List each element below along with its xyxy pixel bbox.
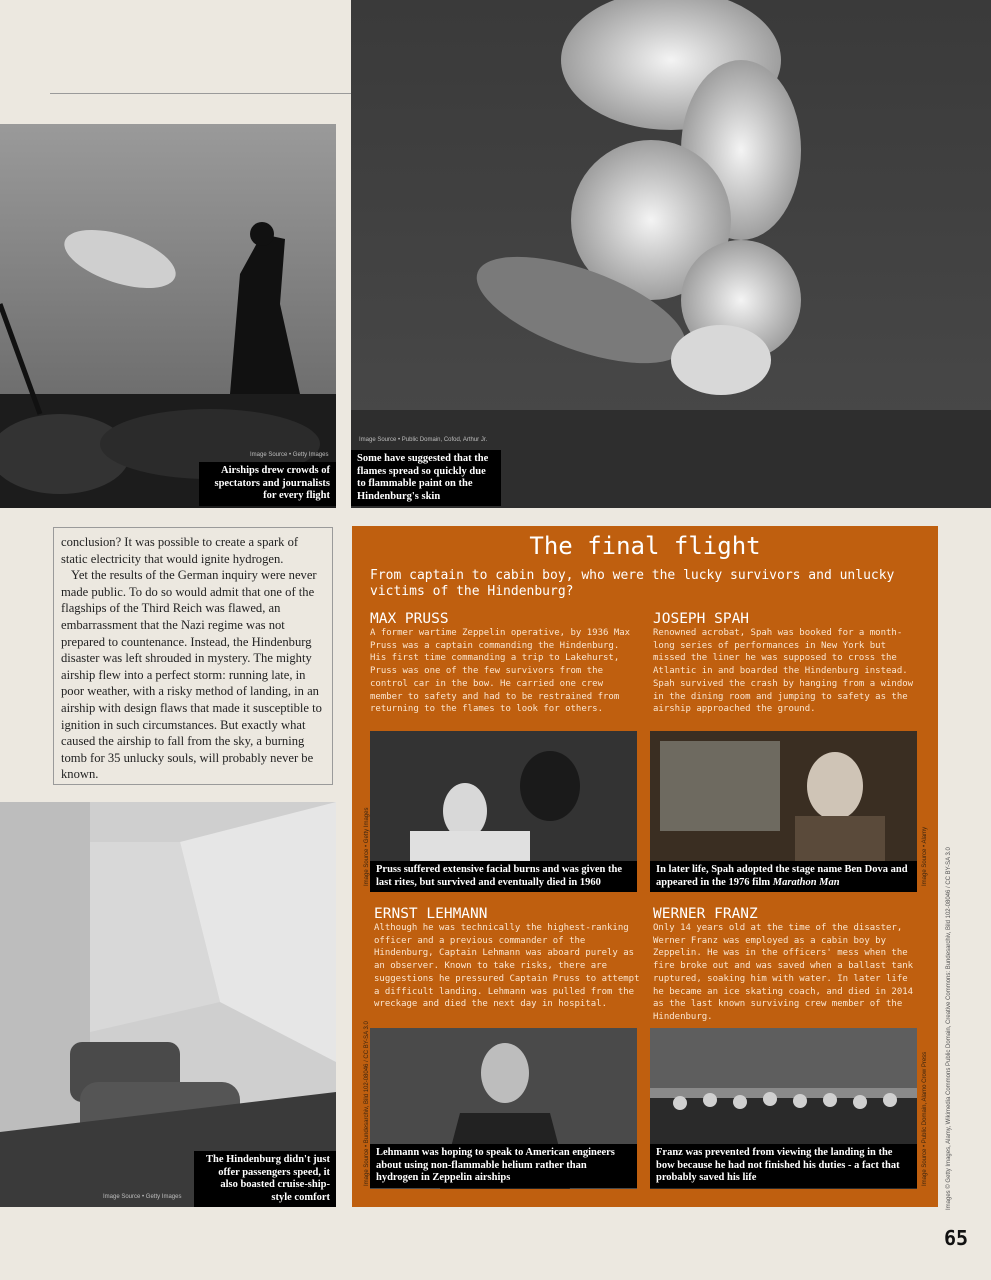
pruss-caption: Pruss suffered extensive facial burns and was given the last rites, but survived and eventually died in 1960 (370, 861, 637, 892)
panel-intro: From captain to cabin boy, who were the lucky survivors and unlucky victims of the Hindenburg? (370, 568, 895, 599)
franz-caption: Franz was prevented from viewing the landing in the bow because he had not finished his duties - a fact that probably saved his life (650, 1144, 917, 1188)
person-name: MAX PRUSS (370, 611, 449, 627)
person-bio: A former wartime Zeppelin operative, by 1936 Max Pruss was a captain commanding the Hindenburg. His first time commanding a trip to Lakehurst, Pruss was one of the few survivors from the control car in the bow. He carried one crew member to safety and had to be restrained from returning to the flames to look for others. (370, 628, 631, 715)
person-bio: Although he was technically the highest-ranking officer and a previous commander of the Hindenburg, Captain Lehmann was aboard purely as an observer. Known to take risks, there are suggestions he pressured Captain Pruss to attempt a difficult landing. Lehmann was pulled from the wreckage and died the next day in hospital. (374, 923, 640, 1010)
hindenburg-fire-photo (351, 0, 991, 508)
person-ernst-lehmann (374, 907, 642, 1011)
lounge-image (0, 802, 336, 1207)
pruss-credit: Image Source • Getty Images (364, 807, 370, 886)
person-joseph-spah (653, 612, 921, 716)
person-name: ERNST LEHMANN (374, 906, 488, 922)
spah-credit: Image Source • Alamy (922, 826, 928, 886)
person-max-pruss (370, 612, 638, 716)
lounge-credit: Image Source • Getty Images (103, 1194, 182, 1200)
hindenburg-fire-image (351, 0, 991, 508)
final-flight-panel (352, 526, 938, 1207)
page-image-credit: Images © Getty Images, Alamy, Wikimedia Commons Public Domain, Creative Commons: Bundesarchiv, Bild 102-08046 / CC BY-SA 3.0 (946, 847, 952, 1210)
hindenburg-fire-caption: Some have suggested that the flames spread so quickly due to flammable paint on the Hindenburg's skin (351, 450, 501, 506)
lehmann-credit: Image Source • Bundesarchiv, Bild 102-08046 / CC BY-SA 3.0 (364, 1021, 370, 1186)
person-bio: Only 14 years old at the time of the disaster, Werner Franz was employed as a cabin boy by Zeppelin. He was in the officers' mess when the fire broke out and was saved when a ballast tank ruptured, soaking him with water. In later life he became an ice skating coach, and died in 2014 as the last known surviving crew member of the Hindenburg. (653, 923, 914, 1022)
franz-credit: Image Source • Public Domain, Alamo Crow Press (922, 1051, 928, 1186)
person-bio: Renowned acrobat, Spah was booked for a month-long series of performances in New York but missed the liner he was supposed to cross the Atlantic in and boarded the Hindenburg instead. Spah survived the crash by hanging from a window in the dining room and jumping to safety as the airship approached the ground. (653, 628, 914, 715)
lounge-photo (0, 802, 336, 1207)
airship-crowd-photo (0, 124, 336, 508)
airship-crowd-credit: Image Source • Getty Images (250, 452, 329, 458)
lounge-caption: The Hindenburg didn't just offer passengers speed, it also boasted cruise-ship-style comfort (194, 1151, 336, 1207)
person-name: JOSEPH SPAH (653, 611, 750, 627)
spah-caption: In later life, Spah adopted the stage name Ben Dova and appeared in the 1976 film Marathon Man (650, 861, 917, 892)
page-number: 65 (944, 1226, 969, 1250)
article-text (53, 527, 333, 785)
article-paragraph: conclusion? It was possible to create a spark of static electricity that would ignite hydrogen. (61, 535, 299, 566)
person-name: WERNER FRANZ (653, 906, 758, 922)
panel-title: The final flight (529, 532, 761, 560)
lehmann-caption: Lehmann was hoping to speak to American engineers about using non-flammable helium rather than hydrogen in Zeppelin airships (370, 1144, 637, 1188)
person-werner-franz (653, 907, 921, 1024)
hindenburg-fire-credit: Image Source • Public Domain, Cofod, Arthur Jr. (359, 437, 488, 443)
airship-crowd-image (0, 124, 336, 508)
article-paragraph: Yet the results of the German inquiry were never made public. To do so would admit that one of the flagships of the Third Reich was flawed, an embarrassment that the Nazi regime was not prepared to countenance. Instead, the Hindenburg disaster was left shrouded in mystery. The mighty airship flew into a perfect storm: running late, in poor weather, with a risky method of landing, in an airship with design flaws that made it susceptible to ignition in such circumstances. But exactly what caused the airship to fall from the sky, a burning tomb for 35 unlucky souls, will probably never be known. (61, 568, 322, 782)
airship-crowd-caption: Airships drew crowds of spectators and journalists for every flight (199, 462, 336, 506)
